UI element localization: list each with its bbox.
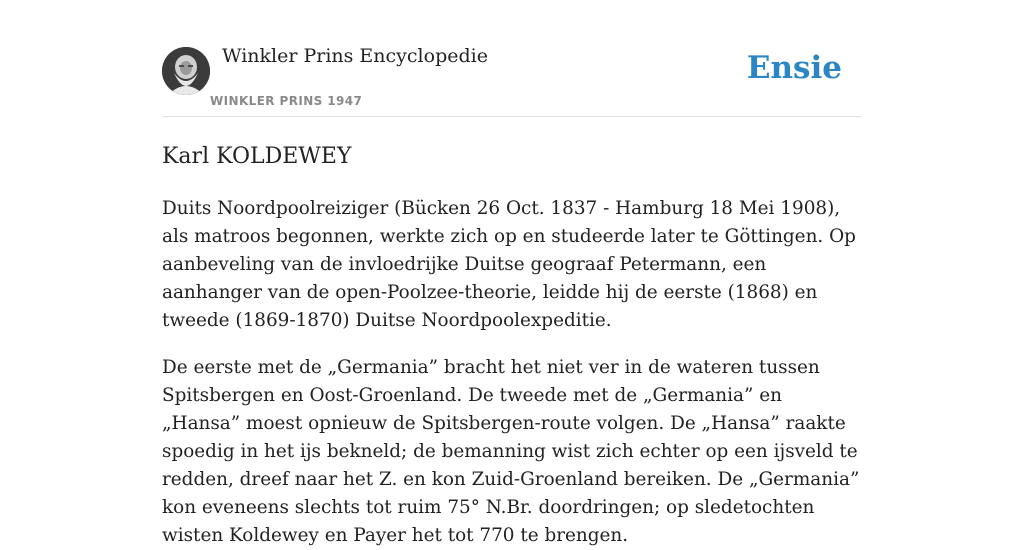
header [162,0,862,117]
site-title[interactable]: Winkler Prins Encyclopedie [222,45,488,67]
avatar[interactable] [162,47,210,95]
article-paragraph: Duits Noordpoolreiziger (Bücken 26 Oct. 1837 - Hamburg 18 Mei 1908), als matroos begonnen, werkte zich op en studeerde later te Göttingen. Op aanbeveling van de invloedrijke Duitse geograaf Petermann, een aanhanger van de open-Poolzee-theorie, leidde hij de eerste (1868) en tweede (1869-1870) Duitse Noordpoolexpeditie. [162,198,856,331]
brand-logo[interactable]: Ensie [746,50,842,86]
source-label[interactable]: WINKLER PRINS 1947 [210,94,363,108]
article-paragraph: De eerste met de „Germania” bracht het niet ver in de wateren tussen Spitsbergen en Oost-Groenland. De tweede met de „Germania” en „Hansa” moest opnieuw de Spitsbergen-route volgen. De „Hansa” raakte spoedig in het ijs bekneld; de bemanning wist zich echter op een ijsveld te redden, dreef naar het Z. en kon Zuid-Groenland bereiken. De „Germania” kon eveneens slechts tot ruim 75° N.Br. doordringen; op sledetochten wisten Koldewey en Payer het tot 770 te brengen. [162,357,860,546]
article-title: Karl KOLDEWEY [162,144,352,169]
page [162,0,862,550]
portrait-image [162,47,210,95]
